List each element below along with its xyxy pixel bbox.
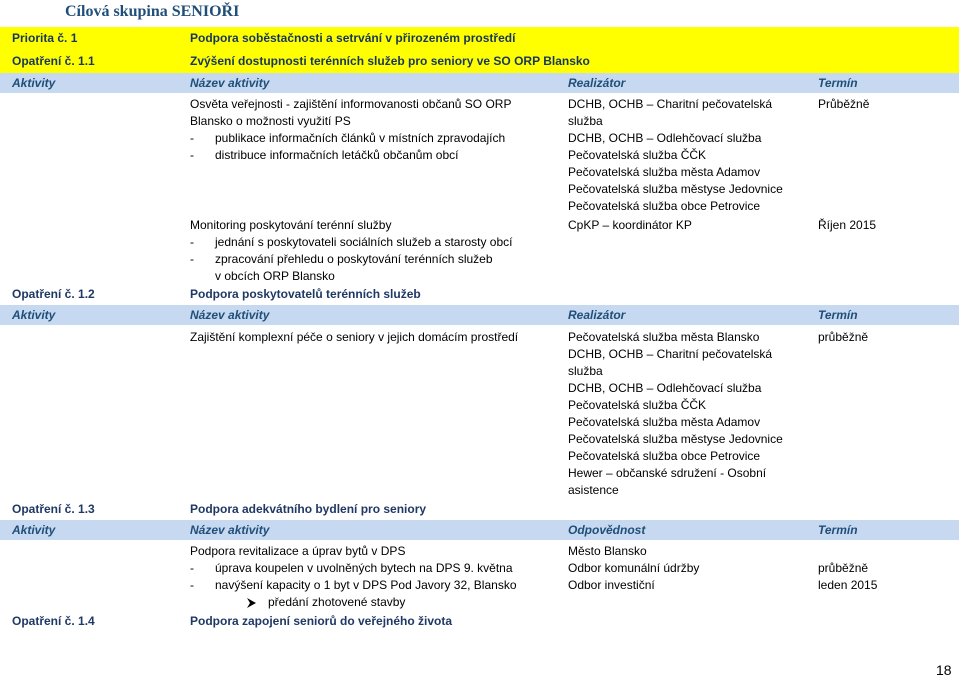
odpovednost-line: Odbor komunální údržby [568, 561, 700, 575]
realizator-line: CpKP – koordinátor KP [568, 218, 692, 232]
termin-value: Průběžně [818, 97, 870, 111]
measure-1-4-title: Podpora zapojení seniorů do veřejného života [190, 614, 453, 628]
odpovednost-line: Město Blansko [568, 544, 647, 558]
realizator-line: služba [568, 114, 603, 128]
table-header [0, 520, 959, 540]
measure-1-1-title: Zvýšení dostupnosti terénních služeb pro seniory ve SO ORP Blansko [190, 54, 590, 68]
header-odpovednost: Odpovědnost [568, 523, 646, 537]
realizator-line: Pečovatelská služba ČČK [568, 398, 707, 412]
realizator-line: DCHB, OCHB – Odlehčovací služba [568, 131, 762, 145]
priority-text: Podpora soběstačnosti a setrvání v přirozeném prostředí [190, 31, 516, 45]
bullet-dash: - [190, 235, 194, 249]
priority-label: Priorita č. 1 [12, 31, 78, 45]
activity-bullet: jednání s poskytovateli sociálních služeb a starosty obcí [215, 235, 513, 249]
measure-1-2-title: Podpora poskytovatelů terénních služeb [190, 287, 421, 301]
realizator-line: Pečovatelská služba města Adamov [568, 165, 761, 179]
realizator-line: Pečovatelská služba městyse Jedovnice [568, 432, 783, 446]
activity-line: Blansko o možnosti využití PS [190, 114, 351, 128]
realizator-line: Pečovatelská služba města Adamov [568, 415, 761, 429]
realizator-line: DCHB, OCHB – Charitní pečovatelská [568, 97, 773, 111]
termin-value: průběžně [818, 561, 869, 575]
header-termin: Termín [818, 523, 858, 537]
termin-value: leden 2015 [818, 578, 878, 592]
realizator-line: Hewer – občanské sdružení - Osobní [568, 466, 767, 480]
realizator-line: Pečovatelská služba obce Petrovice [568, 449, 761, 463]
page-title: Cílová skupina SENIOŘI [65, 3, 240, 20]
bullet-dash: - [190, 148, 194, 162]
realizator-line: Pečovatelská služba městyse Jedovnice [568, 182, 783, 196]
measure-1-3-label: Opatření č. 1.3 [12, 502, 95, 516]
table-header [0, 73, 959, 93]
activity-bullet: distribuce informačních letáčků občanům obcí [215, 148, 459, 162]
activity-bullet: úprava koupelen v uvolněných bytech na DPS 9. května [215, 561, 513, 575]
header-nazev: Název aktivity [190, 308, 270, 322]
realizator-line: služba [568, 364, 603, 378]
header-aktivity: Aktivity [12, 308, 56, 322]
header-nazev: Název aktivity [190, 76, 270, 90]
measure-1-4-label: Opatření č. 1.4 [12, 614, 95, 628]
activity-line: v obcích ORP Blansko [215, 269, 335, 283]
activity-line: Podpora revitalizace a úprav bytů v DPS [190, 544, 406, 558]
realizator-line: DCHB, OCHB – Charitní pečovatelská [568, 347, 773, 361]
activity-bullet: zpracování přehledu o poskytování terénních služeb [215, 252, 493, 266]
bullet-dash: - [190, 131, 194, 145]
termin-value: průběžně [818, 330, 869, 344]
activity-line: Monitoring poskytování terénní služby [190, 218, 392, 232]
realizator-line: Pečovatelská služba ČČK [568, 148, 707, 162]
header-nazev: Název aktivity [190, 523, 270, 537]
realizator-line: asistence [568, 483, 619, 497]
activity-line: Osvěta veřejnosti - zajištění informovanosti občanů SO ORP [190, 97, 512, 111]
header-realizator: Realizátor [568, 76, 626, 90]
bullet-dash: - [190, 561, 194, 575]
measure-1-3-title: Podpora adekvátního bydlení pro seniory [190, 502, 427, 516]
realizator-line: Pečovatelská služba města Blansko [568, 330, 760, 344]
odpovednost-line: Odbor investiční [568, 578, 655, 592]
termin-value: Říjen 2015 [818, 218, 877, 232]
realizator-line: DCHB, OCHB – Odlehčovací služba [568, 381, 762, 395]
activity-sub-bullet: předání zhotovené stavby [268, 595, 406, 609]
activity-line: Zajištění komplexní péče o seniory v jejich domácím prostředí [190, 330, 519, 344]
table-header [0, 305, 959, 325]
activity-bullet: navýšení kapacity o 1 byt v DPS Pod Javory 32, Blansko [215, 578, 517, 592]
header-aktivity: Aktivity [12, 523, 56, 537]
bullet-dash: - [190, 578, 194, 592]
header-aktivity: Aktivity [12, 76, 56, 90]
header-termin: Termín [818, 308, 858, 322]
measure-1-2-label: Opatření č. 1.2 [12, 287, 95, 301]
arrow-bullet-icon [246, 597, 257, 609]
realizator-line: Pečovatelská služba obce Petrovice [568, 199, 761, 213]
activity-bullet: publikace informačních článků v místních zpravodajích [215, 131, 506, 145]
header-realizator: Realizátor [568, 308, 626, 322]
measure-1-1-label: Opatření č. 1.1 [12, 54, 95, 68]
bullet-dash: - [190, 252, 194, 266]
page-number: 18 [936, 662, 952, 678]
header-termin: Termín [818, 76, 858, 90]
